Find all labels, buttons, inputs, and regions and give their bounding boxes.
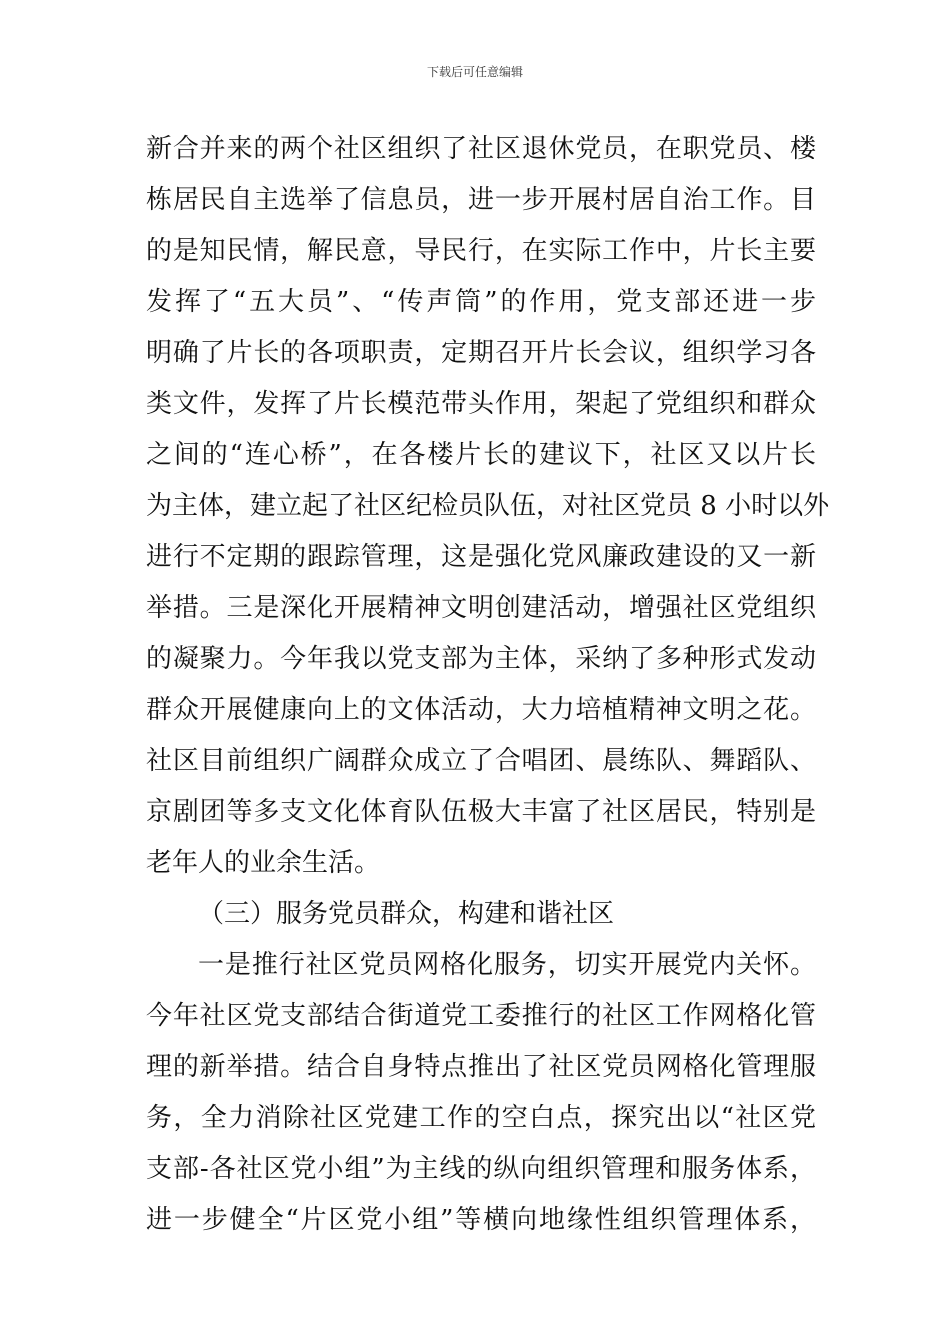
body-line: 类文件，发挥了片长模范带头作用，架起了党组织和群众 [146,389,816,419]
page-header-note: 下载后可任意编辑 [426,65,523,79]
section-heading: （三）服务党员群众，构建和谐社区 [198,899,615,929]
body-line: 的是知民情，解民意，导民行，在实际工作中，片长主要 [146,236,816,266]
body-line: 理的新举措。结合自身特点推出了社区党员网格化管理服 [146,1052,816,1082]
body-line: 的凝聚力。今年我以党支部为主体，采纳了多种形式发动 [146,644,816,674]
body-line-paragraph-end: 老年人的业余生活。 [146,848,381,878]
body-line: 支部-各社区党小组”为主线的纵向组织管理和服务体系， [146,1154,816,1184]
body-line: 务，全力消除社区党建工作的空白点，探究出以“社区党 [146,1103,816,1133]
body-line: 发挥了“五大员”、“传声筒”的作用，党支部还进一步 [146,287,816,317]
body-line: 群众开展健康向上的文体活动，大力培植精神文明之花。 [146,695,816,725]
body-line: 明确了片长的各项职责，定期召开片长会议，组织学习各 [146,338,816,368]
body-line: 进一步健全“片区党小组”等横向地缘性组织管理体系， [146,1205,816,1235]
paragraph-first-line: 一是推行社区党员网格化服务，切实开展党内关怀。 [198,950,816,980]
body-line: 今年社区党支部结合街道党工委推行的社区工作网格化管 [146,1001,816,1031]
body-line: 举措。三是深化开展精神文明创建活动，增强社区党组织 [146,593,816,623]
body-line: 之间的“连心桥”，在各楼片长的建议下，社区又以片长 [146,440,816,470]
body-line: 京剧团等多支文化体育队伍极大丰富了社区居民，特别是 [146,797,816,827]
body-line: 社区目前组织广阔群众成立了合唱团、晨练队、舞蹈队、 [146,746,816,776]
body-line: 栋居民自主选举了信息员，进一步开展村居自治工作。目 [146,185,816,215]
document-body [146,124,830,1246]
body-line: 新合并来的两个社区组织了社区退休党员，在职党员、楼 [146,134,816,164]
body-line: 为主体，建立起了社区纪检员队伍，对社区党员 8 小时以外 [146,491,830,521]
body-line: 进行不定期的跟踪管理，这是强化党风廉政建设的又一新 [146,542,816,572]
